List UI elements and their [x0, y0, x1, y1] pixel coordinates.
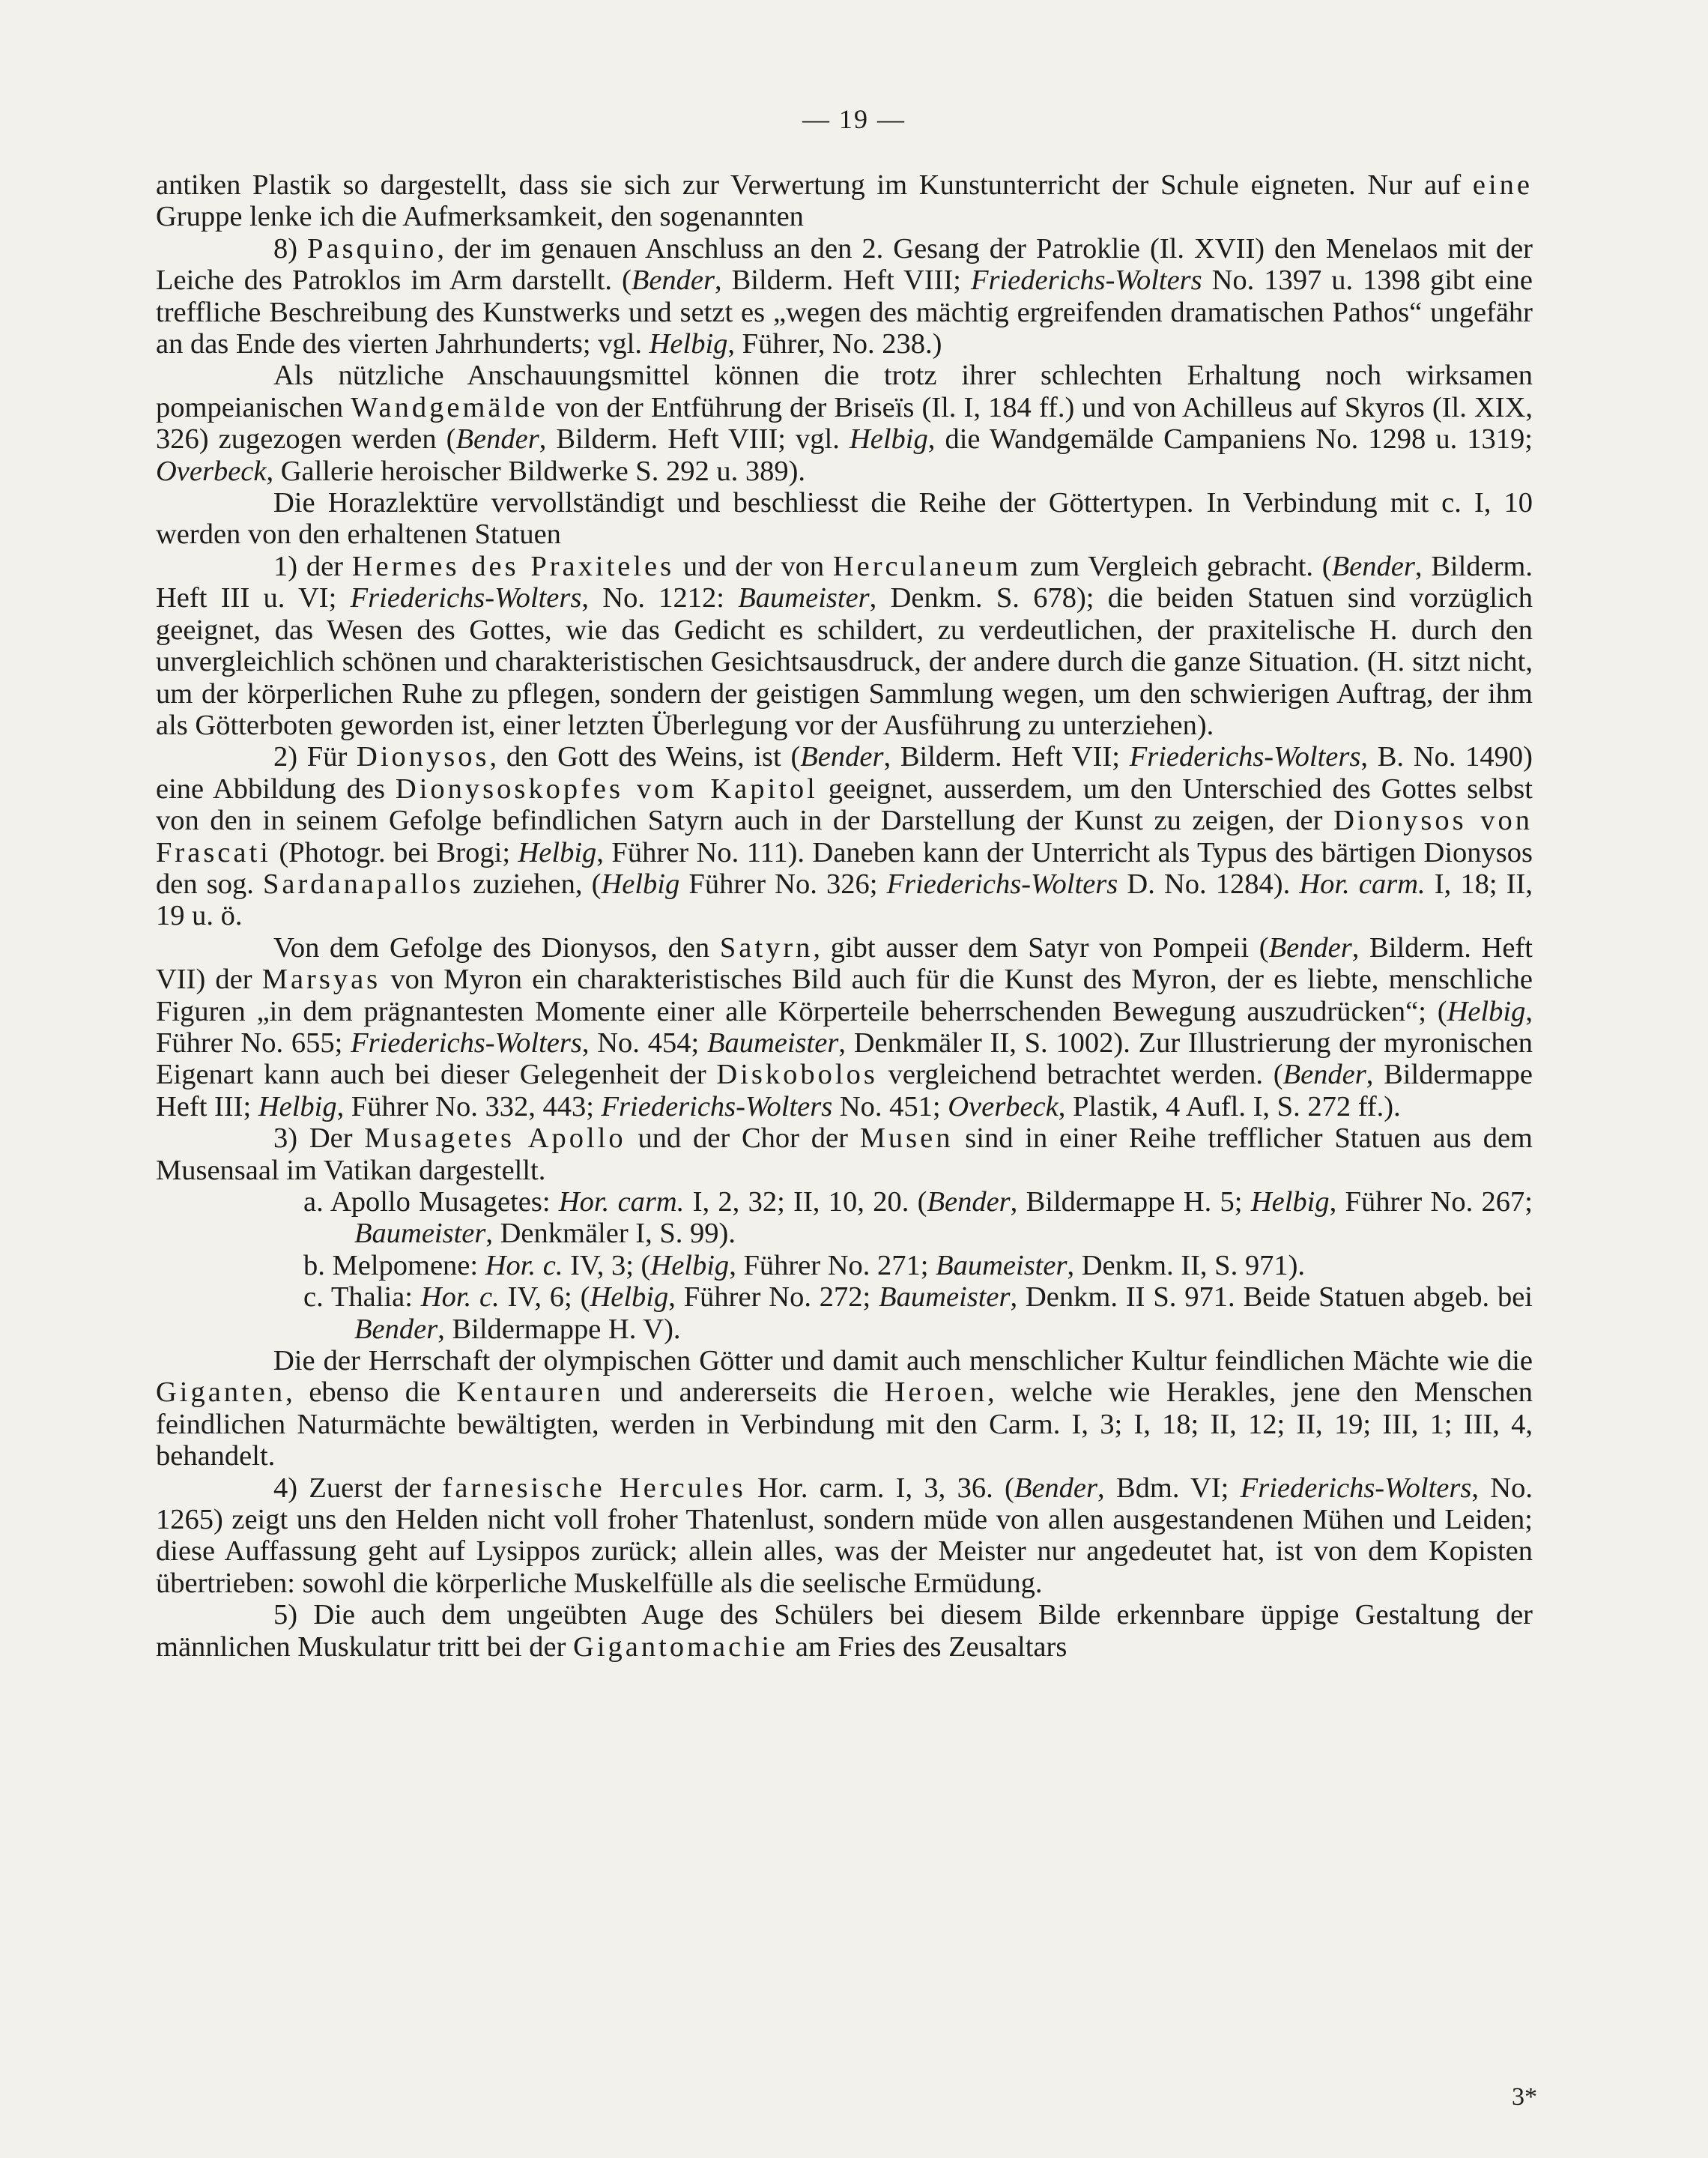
text-run: Von dem Gefolge des Dionysos, den: [273, 931, 720, 964]
text-run: , No. 454;: [581, 1027, 707, 1059]
spaced-emphasis: Dionysoskopfes vom Kapitol: [395, 773, 818, 805]
text-run: Als nützliche Anschauungsmittel können die trotz ihrer schlechten Erhaltung noch wirksamen pompeianischen: [156, 360, 1533, 423]
text-run: , Bildermappe Heft III;: [156, 1059, 1533, 1122]
text-run: , Gallerie heroischer Bildwerke S. 292 u. 389).: [266, 455, 806, 487]
italic-citation: Helbig: [601, 868, 680, 900]
text-run: , Bilderm. Heft VIII;: [715, 265, 971, 297]
text-run: , Bilderm. Heft III u. VI;: [156, 550, 1533, 614]
text-run: Die der Herrschaft der olympischen Götter und damit auch menschlicher Kultur feindlichen Mächte wie die: [273, 1345, 1533, 1377]
text-run: 5) Die auch dem ungeübten Auge des Schülers bei diesem Bilde erkennbare üppige Gestaltung der männlichen Muskulatur tritt bei der: [156, 1599, 1533, 1663]
paragraph: [156, 1122, 1533, 1186]
text-run: , Denkmäler II, S. 1002). Zur Illustrierung der myronischen Eigenart kann auch bei dieser Gelegenheit der: [156, 1027, 1533, 1091]
text-run: I, 18; II, 19 u. ö.: [156, 868, 1533, 932]
italic-citation: Bender: [354, 1313, 438, 1345]
text-run: , gibt ausser dem Satyr von Pompeii (: [813, 931, 1269, 964]
text-run: , Bdm. VI;: [1097, 1472, 1241, 1504]
text-run: , Denkm. II S. 971. Beide Statuen abgeb. bei: [1010, 1281, 1533, 1314]
italic-citation: Friederichs-Wolters: [350, 582, 582, 614]
text-run: , Plastik, 4 Aufl. I, S. 272 ff.).: [1058, 1090, 1401, 1122]
text-run: , Denkmäler I, S. 99).: [485, 1218, 736, 1250]
text-run: , Denkm. II, S. 971).: [1067, 1249, 1306, 1281]
text-run: , No. 1212:: [581, 582, 739, 614]
text-run: , Führer No. 332, 443;: [336, 1090, 602, 1122]
italic-citation: Hor. c.: [485, 1249, 563, 1281]
spaced-emphasis: Dionysos von Frascati: [156, 805, 1533, 868]
paragraph: [156, 1186, 1533, 1250]
spaced-emphasis: Herculaneum: [832, 550, 1022, 582]
italic-citation: Hor. carm.: [1299, 868, 1426, 900]
italic-citation: Baumeister: [354, 1218, 486, 1250]
text-run: , ebenso die: [285, 1376, 457, 1409]
italic-citation: Friederichs-Wolters: [601, 1090, 833, 1122]
paragraph: [156, 169, 1533, 233]
spaced-emphasis: eine: [1472, 169, 1533, 201]
text-run: , Bildermappe H. V).: [437, 1313, 681, 1345]
text-run: 1) der: [273, 550, 352, 582]
text-run: und der Chor der: [626, 1122, 860, 1155]
italic-citation: Helbig: [649, 328, 728, 360]
spaced-emphasis: Pasquino: [307, 232, 437, 265]
text-run: b. Melpomene:: [303, 1249, 485, 1281]
italic-citation: Baumeister: [706, 1027, 839, 1059]
paragraph: [156, 741, 1533, 931]
text-run: 8): [273, 232, 308, 265]
text-run: und der von: [674, 550, 833, 582]
italic-citation: Helbig: [258, 1090, 337, 1122]
spaced-emphasis: Satyrn: [719, 931, 814, 964]
text-run: c. Thalia:: [303, 1281, 421, 1314]
text-run: 2) Für: [273, 741, 357, 773]
text-run: 4) Zuerst der: [273, 1472, 443, 1504]
text-run: IV, 3; (: [563, 1249, 651, 1281]
italic-citation: Baumeister: [738, 582, 870, 614]
italic-citation: Bender: [455, 423, 539, 456]
spaced-emphasis: Heroen: [884, 1376, 987, 1409]
paragraph: [156, 233, 1533, 360]
text-run: vergleichend betrachtet werden. (: [877, 1059, 1283, 1091]
body-text: [156, 169, 1533, 1663]
text-run: Führer No. 326;: [679, 868, 887, 900]
italic-citation: Helbig: [590, 1281, 669, 1314]
text-run: , No. 1265) zeigt uns den Helden nicht voll froher Thatenlust, sondern müde von allen ausgestandenen Mühen und Leiden; diese Auffassung geht auf Lysippos zurück; allein alles, was der Meister nur angedeutet hat, ist von dem Kopisten übertrieben: sowohl die körperliche Muskelfülle als die seelische Ermüdung.: [156, 1472, 1533, 1599]
italic-citation: Hor. c.: [420, 1281, 500, 1314]
text-run: , Führer No. 272;: [668, 1281, 879, 1314]
italic-citation: Bender: [1331, 550, 1415, 582]
text-run: , Bilderm. Heft VIII; vgl.: [539, 423, 850, 456]
italic-citation: Friederichs-Wolters: [351, 1027, 582, 1059]
paragraph: [156, 360, 1533, 487]
text-run: , den Gott des Weins, ist (: [489, 741, 801, 773]
text-run: , Bildermappe H. 5;: [1010, 1186, 1251, 1218]
signature-mark: 3*: [1512, 2083, 1537, 2111]
text-run: (Photogr. bei Brogi;: [270, 836, 518, 868]
italic-citation: Bender: [927, 1186, 1011, 1218]
text-run: , Bilderm. Heft VII;: [883, 741, 1130, 773]
spaced-emphasis: Wandgemälde: [351, 391, 548, 423]
text-run: I, 2, 32; II, 10, 20. (: [684, 1186, 927, 1218]
text-run: antiken Plastik so dargestellt, dass sie sich zur Verwertung im Kunstunterricht der Schule eigneten. Nur auf: [156, 169, 1473, 201]
italic-citation: Overbeck: [948, 1090, 1059, 1122]
text-run: 3) Der: [273, 1122, 365, 1155]
text-run: , Führer No. 271;: [729, 1249, 936, 1281]
italic-citation: Friederichs-Wolters: [1240, 1472, 1472, 1504]
italic-citation: Bender: [1282, 1059, 1366, 1091]
italic-citation: Helbig: [1250, 1186, 1330, 1218]
text-run: , Führer, No. 238.): [727, 328, 942, 360]
text-run: und andererseits die: [603, 1376, 885, 1409]
text-run: Hor. carm. I, 3, 36. (: [745, 1472, 1014, 1504]
spaced-emphasis: farnesische Hercules: [442, 1472, 746, 1504]
paragraph: [156, 551, 1533, 741]
italic-citation: Helbig: [650, 1249, 730, 1281]
text-run: No. 451;: [832, 1090, 948, 1122]
text-run: Die Horazlektüre vervollständigt und beschliesst die Reihe der Göttertypen. In Verbindung mit c. I, 10 werden von den erhaltenen Statuen: [156, 487, 1533, 551]
italic-citation: Helbig: [849, 423, 928, 456]
text-run: , die Wandgemälde Campaniens No. 1298 u. 1319;: [927, 423, 1533, 456]
paragraph: [156, 1345, 1533, 1472]
text-run: IV, 6; (: [499, 1281, 590, 1314]
text-run: zum Vergleich gebracht. (: [1021, 550, 1332, 582]
paragraph: [156, 1281, 1533, 1345]
paragraph: [156, 1250, 1533, 1281]
text-run: , Bilderm. Heft VII) der: [156, 931, 1533, 996]
text-run: a. Apollo Musagetes:: [303, 1186, 559, 1218]
text-run: , der im genauen Anschluss an den 2. Gesang der Patroklie (Il. XVII) den Menelaos mit der Leiche des Patroklos im Arm darstellt. (: [156, 232, 1533, 297]
text-run: , Führer No. 655;: [156, 995, 1533, 1059]
paragraph: [156, 487, 1533, 551]
text-run: , B. No. 1490) eine Abbildung des: [156, 741, 1533, 805]
spaced-emphasis: Diskobolos: [716, 1059, 878, 1091]
spaced-emphasis: Musagetes Apollo: [364, 1122, 626, 1155]
italic-citation: Bender: [1268, 931, 1352, 964]
text-run: am Fries des Zeusaltars: [788, 1630, 1068, 1663]
text-run: , Führer No. 267;: [1329, 1186, 1533, 1218]
spaced-emphasis: Hermes des Praxiteles: [351, 550, 675, 582]
spaced-emphasis: Giganten: [156, 1376, 286, 1409]
paragraph: [156, 932, 1533, 1122]
paragraph: [156, 1472, 1533, 1600]
text-run: von der Entführung der Briseïs (Il. I, 184 ff.) und von Achilleus auf Skyros (Il. XIX, 326) zugezogen werden (: [156, 391, 1533, 456]
text-run: No. 1397 u. 1398 gibt eine treffliche Beschreibung des Kunstwerks und setzt es „wegen des mächtig ergreifenden dramatischen Pathos“ ungefähr an das Ende des vierten Jahrhunderts; vgl.: [156, 265, 1533, 360]
text-run: zuziehen, (: [463, 868, 602, 900]
italic-citation: Bender: [631, 265, 715, 297]
italic-citation: Bender: [1014, 1472, 1098, 1504]
spaced-emphasis: Gigantomachie: [573, 1630, 789, 1663]
italic-citation: Helbig: [518, 836, 597, 868]
text-run: D. No. 1284).: [1118, 868, 1300, 900]
page-number-header: — 19 —: [802, 104, 906, 134]
text-run: , welche wie Herakles, jene den Menschen feindlichen Naturmächte bewältigten, werden in Verbindung mit den Carm. I, 3; I, 18; II, 12; II, 19; III, 1; III, 4, behandelt.: [156, 1376, 1533, 1472]
text-run: geeignet, ausserdem, um den Unterschied des Gottes selbst von den in seinem Gefolge befindlichen Satyrn auch in der Darstellung der Kunst zu zeigen, der: [156, 773, 1533, 837]
text-run: Gruppe lenke ich die Aufmerksamkeit, den sogenannten: [156, 201, 804, 233]
text-run: von Myron ein charakteristisches Bild auch für die Kunst des Myron, der es liebte, menschliche Figuren „in dem prägnantesten Momente einer alle Körperteile beherrschenden Bewegung auszudrücken“; (: [156, 964, 1533, 1027]
spaced-emphasis: Sardanapallos: [262, 868, 464, 900]
italic-citation: Friederichs-Wolters: [970, 265, 1202, 297]
italic-citation: Baumeister: [879, 1281, 1011, 1314]
italic-citation: Baumeister: [936, 1249, 1068, 1281]
spaced-emphasis: Kentauren: [456, 1376, 604, 1409]
italic-citation: Hor. carm.: [558, 1186, 685, 1218]
paragraph: [156, 1599, 1533, 1663]
text-run: sind in einer Reihe trefflicher Statuen aus dem Musensaal im Vatikan dargestellt.: [156, 1122, 1533, 1186]
italic-citation: Bender: [800, 741, 884, 773]
italic-citation: Overbeck: [156, 455, 267, 487]
spaced-emphasis: Musen: [859, 1122, 954, 1155]
spaced-emphasis: Dionysos: [357, 741, 490, 773]
italic-citation: Friederichs-Wolters: [886, 868, 1118, 900]
text-run: , Denkm. S. 678); die beiden Statuen sind vorzüglich geeignet, das Wesen des Gottes, wie das Gedicht es schildert, zu verdeutlichen, der praxitelische H. durch den unvergleichlich schönen und charakteristischen Gesichtsausdruck, der andere durch die ganze Situation. (H. sitzt nicht, um der körperlichen Ruhe zu pflegen, sondern der geistigen Sammlung wegen, um den schwierigen Auftrag, der ihm als Götterboten geworden ist, einer letzten Überlegung vor der Ausführung zu unterziehen).: [156, 582, 1533, 741]
text-run: , Führer No. 111). Daneben kann der Unterricht als Typus des bärtigen Dionysos den sog.: [156, 836, 1533, 900]
spaced-emphasis: Marsyas: [261, 964, 381, 996]
italic-citation: Helbig: [1447, 995, 1526, 1027]
italic-citation: Friederichs-Wolters: [1129, 741, 1361, 773]
